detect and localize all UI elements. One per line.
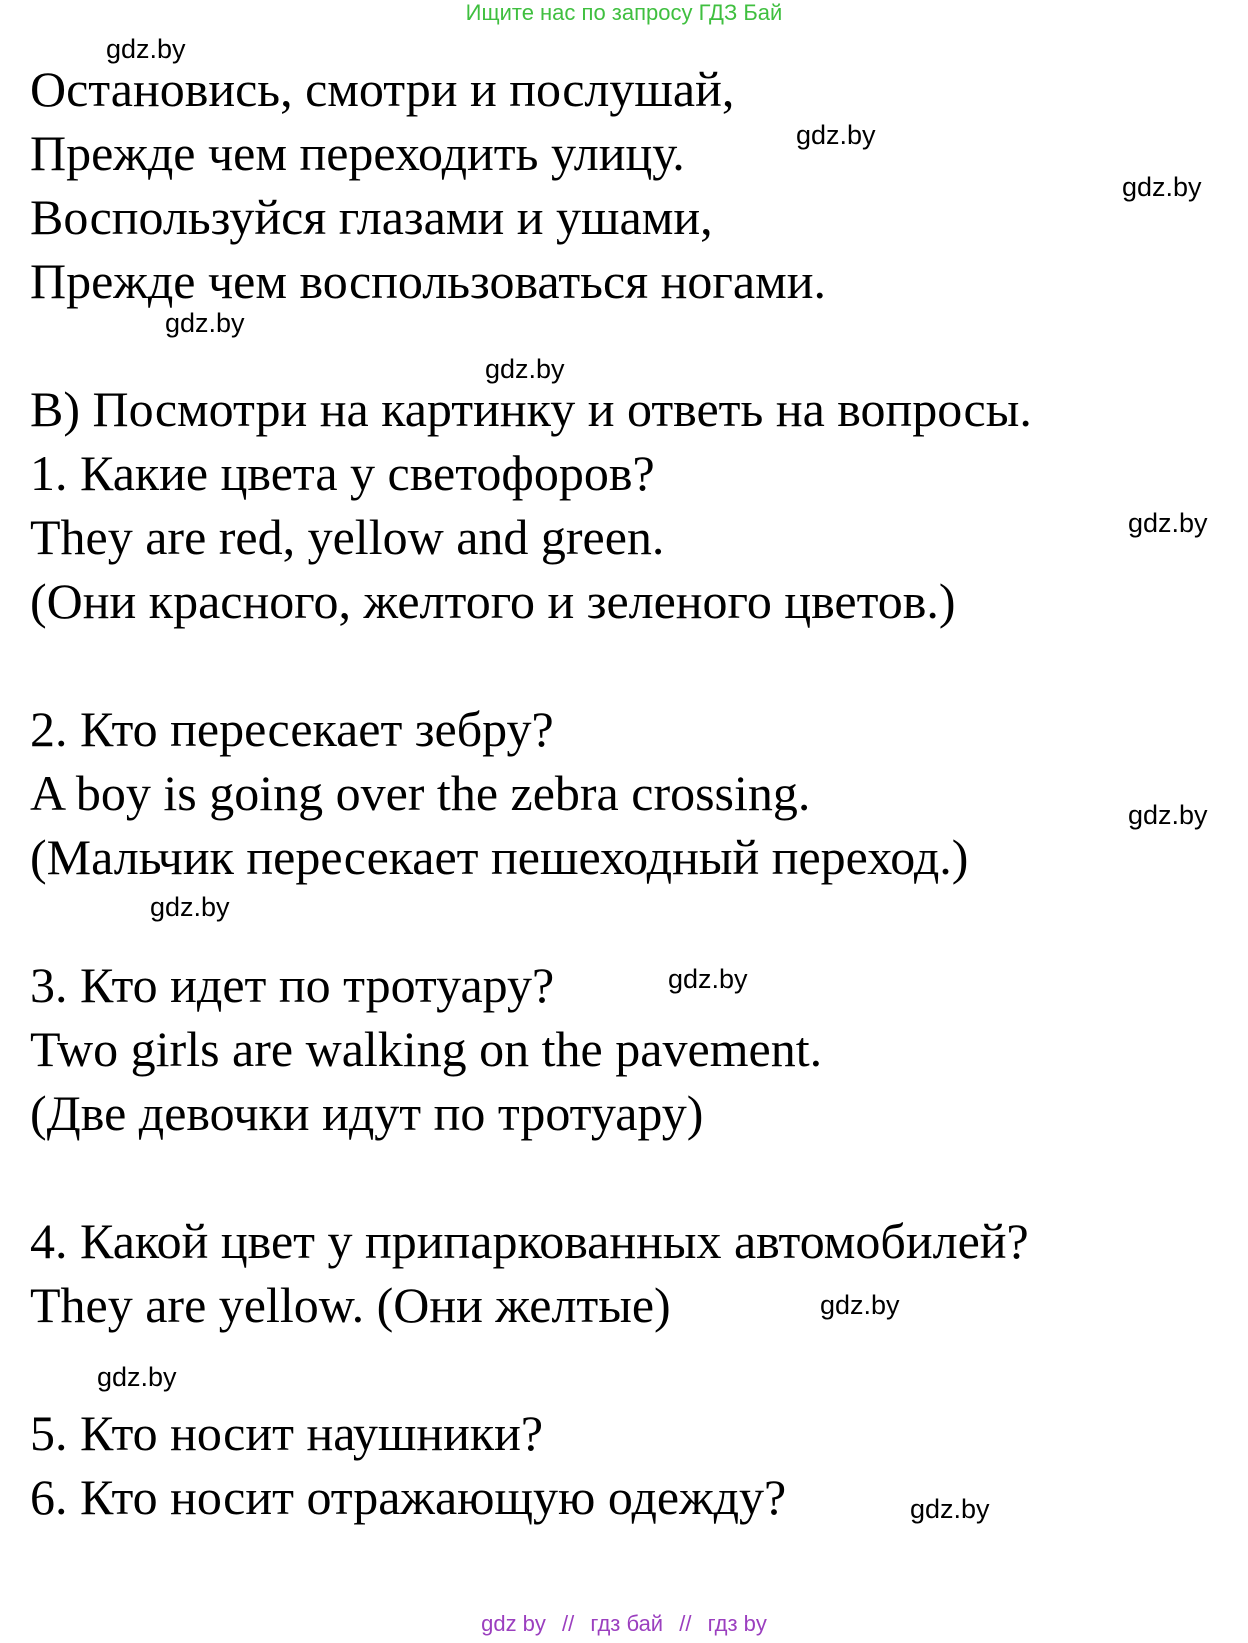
- question-5: 5. Кто носит наушники?: [30, 1405, 544, 1461]
- watermark: gdz.by: [910, 1494, 990, 1524]
- footer-links: [0, 1611, 1248, 1637]
- question-2: 2. Кто пересекает зебру?: [30, 701, 554, 757]
- translation-1: (Они красного, желтого и зеленого цветов.): [30, 573, 956, 629]
- watermark: gdz.by: [668, 964, 748, 994]
- watermark: gdz.by: [1122, 172, 1202, 202]
- watermark: gdz.by: [106, 34, 186, 64]
- watermark: gdz.by: [820, 1290, 900, 1320]
- poem-line-1: Остановись, смотри и послушай,: [30, 61, 735, 117]
- translation-3: (Две девочки идут по тротуару): [30, 1085, 704, 1141]
- footer-separator: //: [562, 1611, 575, 1636]
- poem-line-3: Воспользуйся глазами и ушами,: [30, 189, 713, 245]
- search-hint-banner: Ищите нас по запросу ГДЗ Бай: [465, 0, 783, 25]
- task-heading: B) Посмотри на картинку и ответь на вопросы.: [30, 381, 1032, 437]
- watermark: gdz.by: [485, 354, 565, 384]
- question-6: 6. Кто носит отражающую одежду?: [30, 1469, 787, 1525]
- watermark: gdz.by: [796, 120, 876, 150]
- watermark: gdz.by: [1128, 508, 1208, 538]
- footer-link-gdz-bai[interactable]: гдз бай: [590, 1611, 664, 1636]
- watermark: gdz.by: [97, 1362, 177, 1392]
- answer-4: They are yellow. (Они желтые): [30, 1277, 671, 1333]
- footer-link-gdz-by[interactable]: gdz by: [481, 1611, 546, 1636]
- watermark: gdz.by: [150, 892, 230, 922]
- question-1: 1. Какие цвета у светофоров?: [30, 445, 655, 501]
- translation-2: (Мальчик пересекает пешеходный переход.): [30, 829, 969, 885]
- footer-separator: //: [679, 1611, 692, 1636]
- poem-line-2: Прежде чем переходить улицу.: [30, 125, 685, 181]
- footer-link-gdz-by-cyr[interactable]: гдз by: [707, 1611, 767, 1636]
- watermark: gdz.by: [1128, 800, 1208, 830]
- answer-3: Two girls are walking on the pavement.: [30, 1021, 823, 1077]
- poem-line-4: Прежде чем воспользоваться ногами.: [30, 253, 827, 309]
- question-4: 4. Какой цвет у припаркованных автомобилей?: [30, 1213, 1029, 1269]
- answer-1: They are red, yellow and green.: [30, 509, 665, 565]
- question-3: 3. Кто идет по тротуару?: [30, 957, 555, 1013]
- watermark: gdz.by: [165, 308, 245, 338]
- answer-2: A boy is going over the zebra crossing.: [30, 765, 811, 821]
